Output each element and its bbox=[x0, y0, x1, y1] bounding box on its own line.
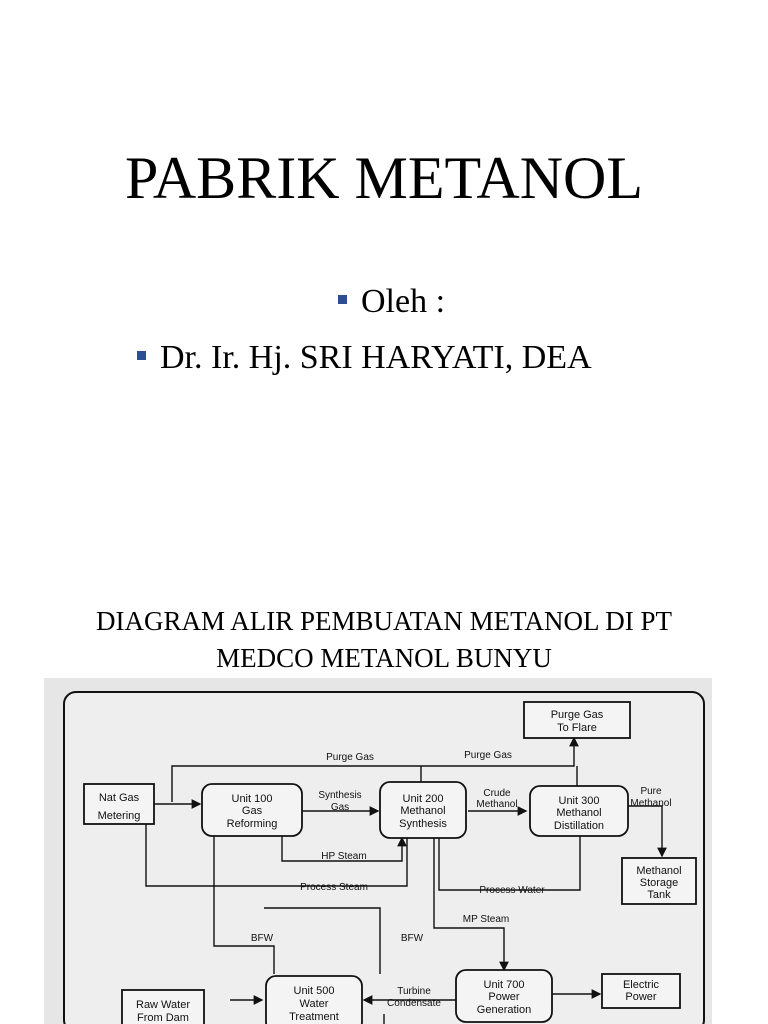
unit700-label: Unit 700 Power Generation bbox=[476, 979, 532, 1016]
slide-title: PABRIK METANOL bbox=[124, 145, 644, 211]
bullet-square-icon bbox=[338, 295, 347, 304]
unit500-label: Unit 500 Water Treatment bbox=[289, 985, 339, 1023]
bullet-text: Oleh : bbox=[361, 283, 446, 320]
raw-water-label: Raw Water From Dam bbox=[136, 999, 190, 1024]
purge-flare-label: Purge Gas To Flare bbox=[550, 709, 604, 734]
process-steam-label: Process Steam bbox=[300, 882, 368, 893]
unit100-label: Unit 100 Gas Reforming bbox=[226, 793, 278, 830]
nat-gas-label: Nat Gas Metering bbox=[97, 792, 141, 822]
synthesis-gas-label: Synthesis Gas bbox=[318, 790, 362, 813]
mp-steam-label: MP Steam bbox=[462, 914, 510, 925]
bullet-text: Dr. Ir. Hj. SRI HARYATI, DEA bbox=[160, 339, 592, 376]
diagram-title-line-2: MEDCO METANOL BUNYU bbox=[216, 643, 552, 673]
electric-label: Electric Power bbox=[622, 979, 660, 1003]
methanol-flow-diagram bbox=[44, 678, 712, 1024]
crude-methanol-label: Crude Methanol bbox=[476, 788, 518, 810]
hp-steam-label: HP Steam bbox=[321, 851, 367, 862]
bfw-right-label: BFW bbox=[400, 933, 424, 944]
purge-gas-left-label: Purge Gas bbox=[326, 752, 374, 763]
bullet-square-icon bbox=[137, 351, 146, 360]
unit300-label: Unit 300 Methanol Distillation bbox=[553, 795, 605, 832]
bullet-item-author bbox=[137, 336, 592, 380]
purge-gas-right-label: Purge Gas bbox=[464, 750, 512, 761]
pure-methanol-label: Pure Methanol bbox=[630, 786, 672, 809]
turbine-condensate-label: Turbine Condensate bbox=[387, 986, 441, 1009]
storage-label: Methanol Storage Tank bbox=[636, 865, 682, 901]
process-water-label: Process Water bbox=[479, 885, 545, 896]
diagram-title bbox=[0, 603, 768, 677]
bullet-item-oleh bbox=[338, 280, 445, 324]
bfw-left-label: BFW bbox=[250, 933, 274, 944]
unit200-label: Unit 200 Methanol Synthesis bbox=[399, 793, 447, 830]
diagram-title-line-1: DIAGRAM ALIR PEMBUATAN METANOL DI PT bbox=[96, 606, 672, 636]
